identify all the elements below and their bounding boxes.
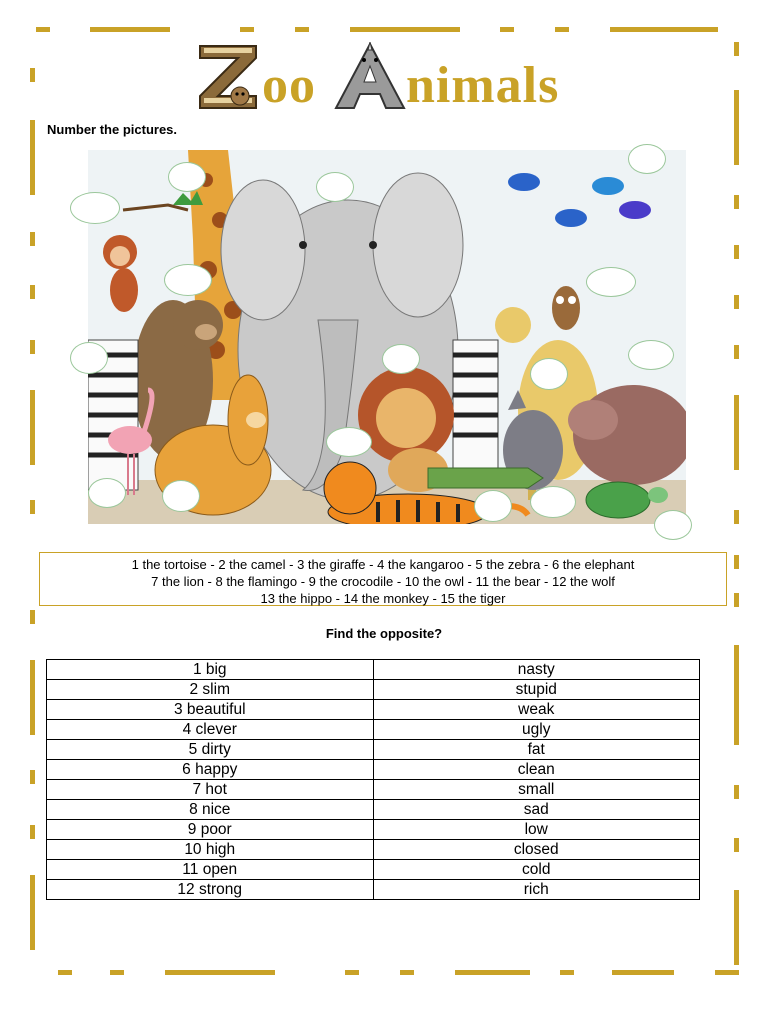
answer-bubble[interactable] — [162, 480, 200, 512]
border-dash — [90, 27, 170, 32]
answer-bubble[interactable] — [474, 490, 512, 522]
border-dash — [30, 232, 35, 246]
border-dash — [734, 245, 739, 259]
border-dash — [36, 27, 50, 32]
answer-bubble[interactable] — [316, 172, 354, 202]
border-dash — [30, 340, 35, 354]
word-cell: 8 nice — [47, 800, 374, 820]
table-row — [47, 700, 700, 720]
title-word-animals: nimals — [406, 57, 560, 114]
opposite-cell: sad — [373, 800, 700, 820]
answer-bubble[interactable] — [628, 144, 666, 174]
border-dash — [715, 970, 739, 975]
border-dash — [734, 510, 739, 524]
border-dash — [165, 970, 275, 975]
answer-bubble[interactable] — [530, 358, 568, 390]
word-cell: 12 strong — [47, 880, 374, 900]
word-cell: 4 clever — [47, 720, 374, 740]
answer-bubble[interactable] — [628, 340, 674, 370]
opposites-table — [46, 659, 700, 900]
opposite-heading: Find the opposite? — [325, 626, 443, 641]
border-dash — [734, 645, 739, 745]
border-dash — [734, 890, 739, 965]
answer-bubble[interactable] — [382, 344, 420, 374]
table-row — [47, 840, 700, 860]
owl-icon — [552, 286, 580, 330]
word-list-line: 13 the hippo - 14 the monkey - 15 the tiger — [260, 591, 506, 606]
word-cell: 1 big — [47, 660, 374, 680]
border-dash — [560, 970, 574, 975]
table-row — [47, 880, 700, 900]
border-dash — [734, 345, 739, 359]
border-dash — [30, 390, 35, 465]
answer-bubble[interactable] — [530, 486, 576, 518]
opposite-cell: rich — [373, 880, 700, 900]
border-dash — [734, 395, 739, 470]
word-cell: 11 open — [47, 860, 374, 880]
border-dash — [30, 875, 35, 950]
border-dash — [350, 27, 460, 32]
zoo-animals-illustration — [88, 150, 686, 524]
table-row — [47, 860, 700, 880]
border-dash — [612, 970, 674, 975]
border-dash — [30, 660, 35, 735]
word-list-line: 7 the lion - 8 the flamingo - 9 the crocodile - 10 the owl - 11 the bear - 12 the wolf — [151, 574, 615, 589]
word-cell: 9 poor — [47, 820, 374, 840]
border-dash — [734, 295, 739, 309]
border-dash — [400, 970, 414, 975]
answer-bubble[interactable] — [70, 192, 120, 224]
opposite-cell: nasty — [373, 660, 700, 680]
border-dash — [30, 770, 35, 784]
crocodile-icon — [428, 468, 543, 488]
raccoon-letter-z-icon — [196, 42, 260, 110]
opposite-cell: stupid — [373, 680, 700, 700]
word-cell: 6 happy — [47, 760, 374, 780]
opposite-cell: weak — [373, 700, 700, 720]
answer-bubble[interactable] — [586, 267, 636, 297]
border-dash — [30, 825, 35, 839]
border-dash — [555, 27, 569, 32]
word-list-line: 1 the tortoise - 2 the camel - 3 the giraffe - 4 the kangaroo - 5 the zebra - 6 the elephant — [131, 557, 635, 572]
border-dash — [240, 27, 254, 32]
border-dash — [455, 970, 530, 975]
table-row — [47, 740, 700, 760]
border-dash — [30, 285, 35, 299]
table-row — [47, 800, 700, 820]
word-cell: 10 high — [47, 840, 374, 860]
opposite-cell: closed — [373, 840, 700, 860]
table-row — [47, 680, 700, 700]
border-dash — [58, 970, 72, 975]
border-dash — [30, 120, 35, 195]
border-dash — [734, 593, 739, 607]
border-dash — [500, 27, 514, 32]
zoo-scene-image — [88, 150, 686, 524]
animal-word-list — [39, 552, 727, 606]
border-dash — [734, 838, 739, 852]
opposite-cell: small — [373, 780, 700, 800]
border-dash — [734, 195, 739, 209]
word-cell: 3 beautiful — [47, 700, 374, 720]
answer-bubble[interactable] — [88, 478, 126, 508]
opposite-cell: cold — [373, 860, 700, 880]
answer-bubble[interactable] — [164, 264, 212, 296]
border-dash — [30, 500, 35, 514]
table-row — [47, 720, 700, 740]
answer-bubble[interactable] — [70, 342, 108, 374]
worksheet-title — [0, 38, 768, 118]
border-dash — [110, 970, 124, 975]
instruction-text: Number the pictures. — [47, 122, 178, 137]
table-row — [47, 760, 700, 780]
border-dash — [734, 555, 739, 569]
border-dash — [30, 610, 35, 624]
table-row — [47, 780, 700, 800]
border-dash — [610, 27, 718, 32]
title-word-zoo: oo — [262, 57, 316, 114]
answer-bubble[interactable] — [326, 427, 372, 457]
border-dash — [295, 27, 309, 32]
answer-bubble[interactable] — [654, 510, 692, 540]
border-dash — [734, 785, 739, 799]
answer-bubble[interactable] — [168, 162, 206, 192]
opposite-cell: ugly — [373, 720, 700, 740]
border-dash — [345, 970, 359, 975]
word-cell: 2 slim — [47, 680, 374, 700]
word-cell: 7 hot — [47, 780, 374, 800]
table-row — [47, 660, 700, 680]
table-row — [47, 820, 700, 840]
rhino-letter-a-icon — [334, 42, 406, 110]
opposite-cell: fat — [373, 740, 700, 760]
opposite-cell: clean — [373, 760, 700, 780]
word-cell: 5 dirty — [47, 740, 374, 760]
opposite-cell: low — [373, 820, 700, 840]
